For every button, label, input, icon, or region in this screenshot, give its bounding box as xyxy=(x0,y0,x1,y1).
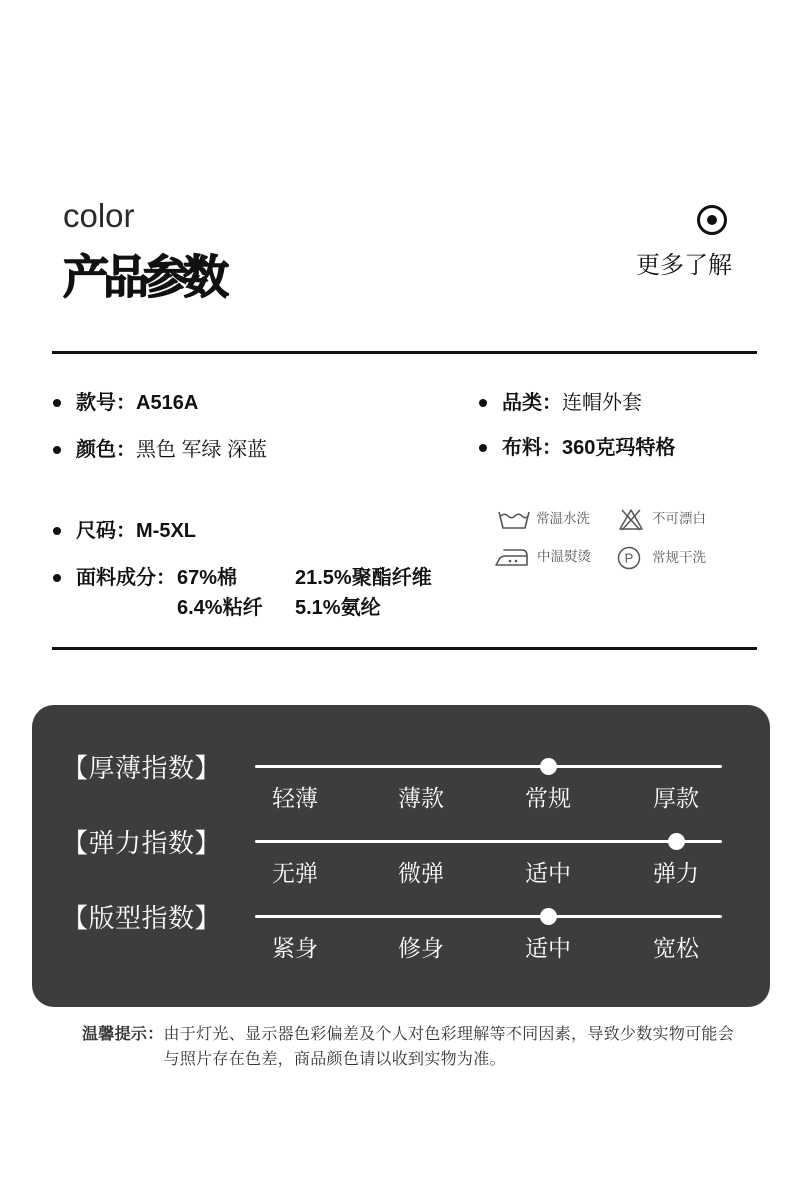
index-track xyxy=(255,765,722,768)
spec-category xyxy=(479,389,642,417)
spec-label: 面料成分： xyxy=(76,567,176,589)
index-row-elasticity xyxy=(32,820,770,890)
composition-item: 5.1%氨纶 xyxy=(295,597,381,619)
page-title: 产品参数 xyxy=(63,251,223,303)
dry-clean-symbol: P xyxy=(624,550,634,566)
divider-top xyxy=(52,351,757,354)
notice-line: 由于灯光、显示器色彩偏差及个人对色彩理解等不同因素，导致少数实物可能会 xyxy=(163,1026,735,1043)
index-option: 紧身 xyxy=(272,935,318,961)
no-bleach-icon xyxy=(618,507,644,531)
bullet-dot xyxy=(53,399,61,407)
index-option: 常规 xyxy=(525,785,571,811)
index-track xyxy=(255,915,722,918)
bullet-dot xyxy=(53,527,61,535)
index-marker xyxy=(668,833,685,850)
spec-value: 360克玛特格 xyxy=(562,437,676,459)
spec-value: 连帽外套 xyxy=(562,392,642,414)
spec-fabric xyxy=(479,434,675,462)
notice-text xyxy=(164,1022,735,1072)
spec-label: 颜色： xyxy=(76,439,136,461)
index-option: 适中 xyxy=(525,935,571,961)
spec-value: M-5XL xyxy=(136,520,196,542)
divider-bottom xyxy=(52,647,757,650)
target-circle-icon xyxy=(696,204,728,236)
spec-label: 品类： xyxy=(502,392,562,414)
spec-value: A516A xyxy=(136,392,199,414)
index-option: 厚款 xyxy=(653,785,699,811)
spec-size xyxy=(53,517,196,545)
composition-values xyxy=(177,563,432,623)
index-title: 【弹力指数】 xyxy=(62,828,222,858)
index-option: 轻薄 xyxy=(272,785,318,811)
index-title: 【版型指数】 xyxy=(62,903,222,933)
index-option: 适中 xyxy=(525,860,571,886)
composition-item: 67%棉 xyxy=(177,567,238,589)
bullet-dot xyxy=(479,444,487,452)
spec-value: 黑色 军绿 深蓝 xyxy=(136,439,268,461)
index-option: 宽松 xyxy=(653,935,699,961)
index-track xyxy=(255,840,722,843)
composition-item: 21.5%聚酯纤维 xyxy=(295,567,432,589)
header-eyebrow: color xyxy=(63,197,135,234)
care-label: 中温熨烫 xyxy=(537,549,591,564)
bullet-dot xyxy=(53,574,61,582)
spec-label: 尺码： xyxy=(76,520,136,542)
wash-tub-icon xyxy=(497,508,531,530)
index-row-thickness xyxy=(32,745,770,815)
notice xyxy=(82,1022,734,1072)
notice-line: 与照片存在色差，商品颜色请以收到实物为准。 xyxy=(163,1051,506,1068)
bullet-dot xyxy=(479,399,487,407)
index-marker xyxy=(540,758,557,775)
index-marker xyxy=(540,908,557,925)
index-option: 微弹 xyxy=(398,860,444,886)
index-option: 薄款 xyxy=(398,785,444,811)
spec-color xyxy=(53,436,267,464)
index-panel xyxy=(32,705,770,1007)
spec-label: 布料： xyxy=(502,437,562,459)
care-label: 常温水洗 xyxy=(536,511,590,526)
index-option: 修身 xyxy=(398,935,444,961)
index-row-fit xyxy=(32,895,770,965)
index-title: 【厚薄指数】 xyxy=(62,753,222,783)
spec-label: 款号： xyxy=(76,392,136,414)
care-label: 不可漂白 xyxy=(652,511,706,526)
spec-style-no xyxy=(53,389,198,417)
spec-composition xyxy=(53,564,176,592)
care-label: 常规干洗 xyxy=(652,550,706,565)
index-option: 弹力 xyxy=(653,860,699,886)
dry-clean-icon xyxy=(617,546,641,570)
learn-more-label: 更多了解 xyxy=(636,252,732,279)
notice-label: 温馨提示： xyxy=(82,1026,164,1043)
bullet-dot xyxy=(53,446,61,454)
composition-item: 6.4%粘纤 xyxy=(177,597,263,619)
iron-icon xyxy=(494,547,530,567)
learn-more-link[interactable] xyxy=(620,200,740,290)
index-option: 无弹 xyxy=(272,860,318,886)
